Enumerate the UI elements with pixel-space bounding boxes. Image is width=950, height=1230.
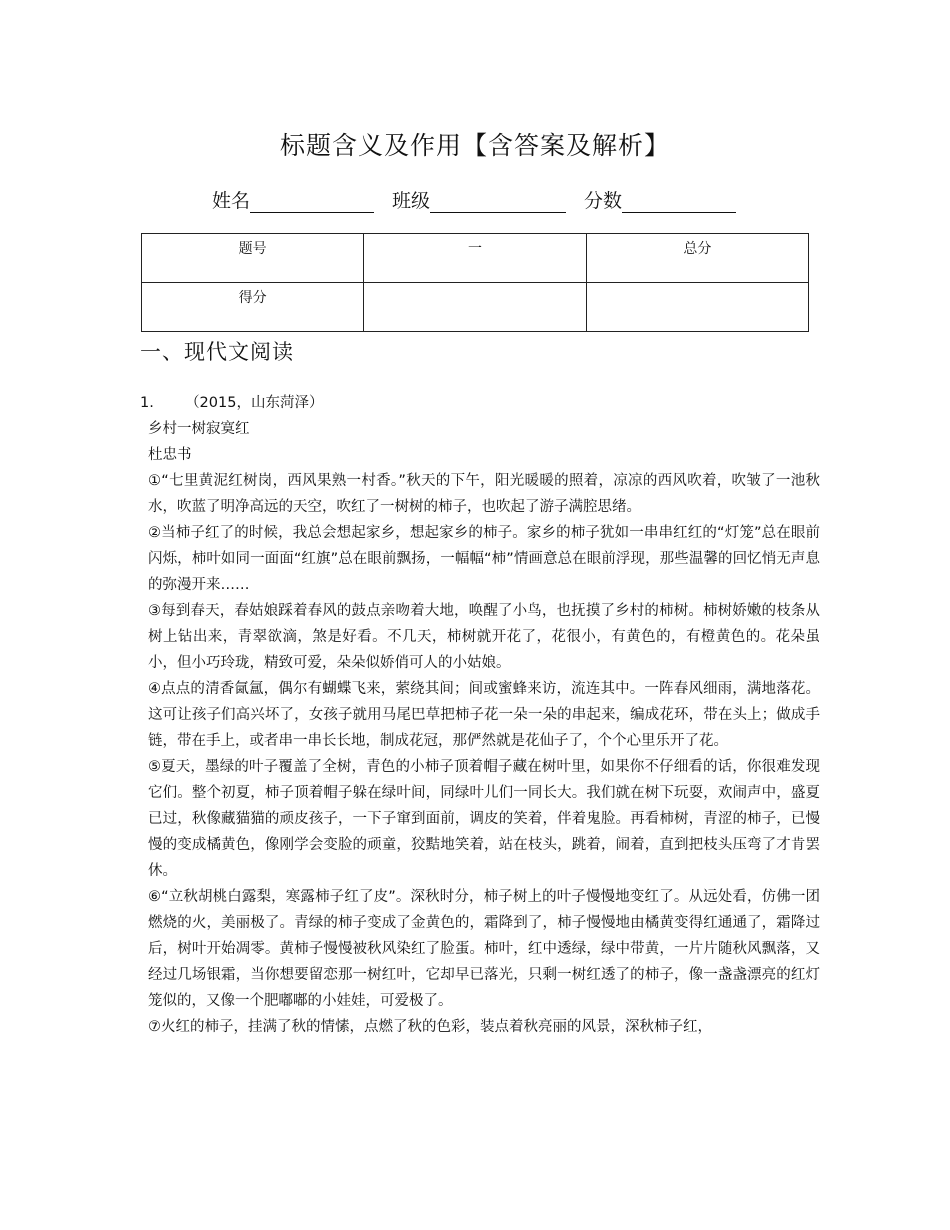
score-cell[interactable]	[364, 283, 586, 332]
paragraph: ③每到春天，春姑娘踩着春风的鼓点亲吻着大地，唤醒了小鸟，也抚摸了乡村的柿树。柿树娇嫩的枝条从树上钻出来，青翠欲滴，煞是好看。不几天，柿树就开花了，花很小，有黄色的，有橙黄色的。花朵虽小，但小巧玲珑，精致可爱，朵朵似娇俏可人的小姑娘。	[148, 603, 820, 671]
class-label: 班级	[392, 190, 431, 212]
article-title: 乡村一树寂寞红	[148, 421, 250, 437]
name-blank[interactable]	[250, 190, 374, 213]
table-row-label: 得分	[142, 283, 364, 332]
score-label: 分数	[584, 190, 623, 212]
student-info-line	[212, 186, 736, 213]
document-title: 标题含义及作用【含答案及解析】	[279, 131, 670, 160]
paragraph: ②当柿子红了的时候，我总会想起家乡，想起家乡的柿子。家乡的柿子犹如一串串红红的“灯笼”总在眼前闪烁，柿叶如同一面面“红旗”总在眼前飘扬，一幅幅“柿”情画意总在眼前浮现，那些温馨的回忆悄无声息的弥漫开来……	[148, 525, 820, 593]
score-table	[141, 233, 809, 332]
paragraph: ①“七里黄泥红树岗，西风果熟一村香。”秋天的下午，阳光暖暖的照着，凉凉的西风吹着，吹皱了一池秋水，吹蓝了明净高远的天空，吹红了一树树的柿子，也吹起了游子满腔思绪。	[148, 473, 820, 515]
table-header-cell: 总分	[586, 234, 808, 283]
total-score-cell[interactable]	[586, 283, 808, 332]
name-label: 姓名	[212, 190, 251, 212]
table-header-row	[142, 234, 809, 283]
section-title: 一、现代文阅读	[140, 340, 294, 364]
question-header	[140, 390, 820, 416]
paragraph: ④点点的清香氤氲，偶尔有蝴蝶飞来，萦绕其间；间或蜜蜂来访，流连其中。一阵春风细雨，满地落花。这可让孩子们高兴坏了，女孩子就用马尾巴草把柿子花一朵一朵的串起来，编成花环，带在头上；做成手链，带在手上，或者串一串长长地，制成花冠，那俨然就是花仙子了，个个心里乐开了花。	[148, 681, 820, 749]
question-source: （2015，山东菏泽）	[185, 395, 324, 411]
score-blank[interactable]	[622, 190, 736, 213]
question-number: 1.	[140, 395, 154, 411]
paragraph: ⑤夏天，墨绿的叶子覆盖了全树，青色的小柿子顶着帽子藏在树叶里，如果你不仔细看的话，你很难发现它们。整个初夏，柿子顶着帽子躲在绿叶间，同绿叶儿们一同长大。我们就在树下玩耍，欢闹声中，盛夏已过，秋像藏猫猫的顽皮孩子，一下子窜到面前，调皮的笑着，伴着鬼脸。再看柿树，青涩的柿子，已慢慢的变成橘黄色，像刚学会变脸的顽童，狡黠地笑着，站在枝头，跳着，闹着，直到把枝头压弯了才肯罢休。	[148, 759, 820, 879]
table-header-cell: 一	[364, 234, 586, 283]
article-author: 杜忠书	[148, 447, 192, 463]
paragraph: ⑦火红的柿子，挂满了秋的情愫，点燃了秋的色彩，装点着秋亮丽的风景，深秋柿子红，	[148, 1019, 712, 1035]
table-header-cell: 题号	[142, 234, 364, 283]
class-blank[interactable]	[430, 190, 566, 213]
question-content	[140, 390, 820, 1040]
paragraph: ⑥“立秋胡桃白露梨，寒露柿子红了皮”。深秋时分，柿子树上的叶子慢慢地变红了。从远处看，仿佛一团燃烧的火，美丽极了。青绿的柿子变成了金黄色的，霜降到了，柿子慢慢地由橘黄变得红通通了，霜降过后，树叶开始凋零。黄柿子慢慢被秋风染红了脸蛋。柿叶，红中透绿，绿中带黄，一片片随秋风飘落，又经过几场银霜，当你想要留恋那一树红叶，它却早已落光，只剩一树红透了的柿子，像一盏盏漂亮的红灯笼似的，又像一个肥嘟嘟的小娃娃，可爱极了。	[148, 889, 820, 1009]
table-score-row	[142, 283, 809, 332]
